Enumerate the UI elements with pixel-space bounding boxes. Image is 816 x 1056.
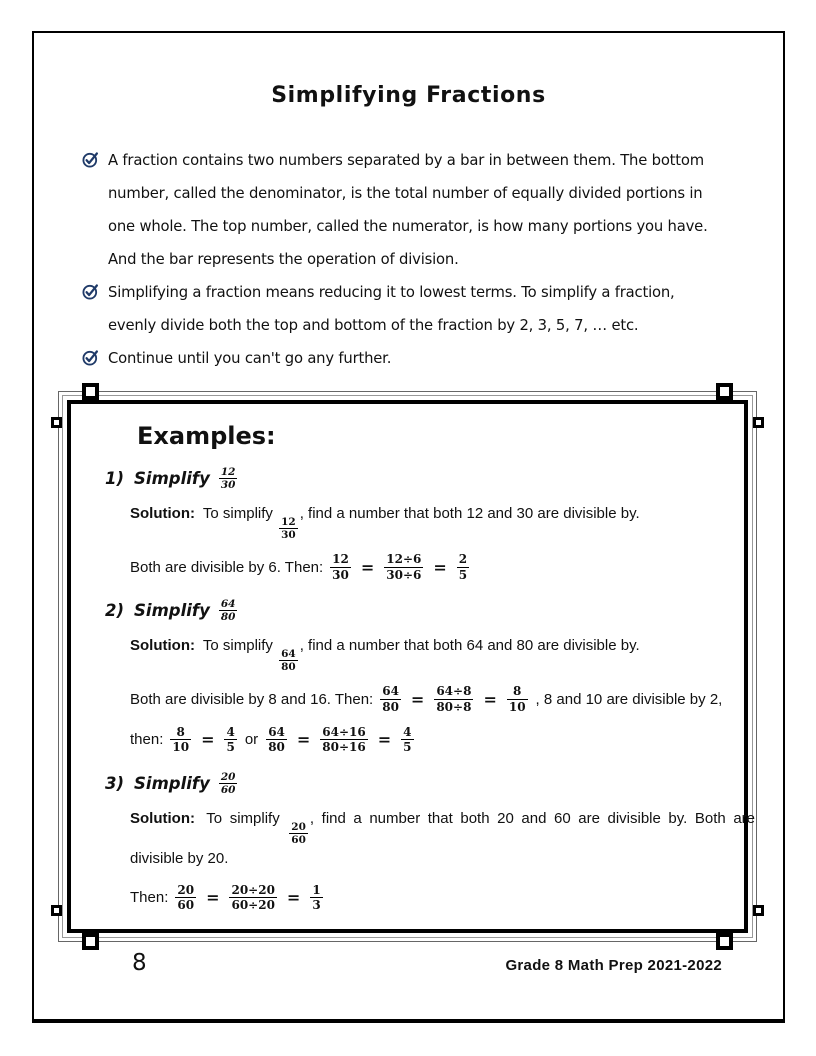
- check-circle-icon: [82, 342, 108, 370]
- work-label: Both are divisible by 6. Then:: [130, 558, 324, 576]
- frame-outer-line: [58, 391, 757, 942]
- page-footer: [32, 950, 785, 976]
- equation: $\frac{64}{80}$ = $\frac{64\div 8}{80\div 8}$ = $\frac{8}{10}$ , 8 and 10 are divisible by 2,: [382, 684, 723, 714]
- example-title-word: Simplify: [134, 601, 210, 621]
- check-circle-icon: [82, 276, 108, 304]
- examples-box: [58, 391, 757, 942]
- example-1-work: [130, 552, 718, 582]
- note-item-1: [82, 144, 742, 276]
- example-3-heading: [105, 771, 718, 796]
- solution-text: , find a number that both 20 and 60 are divisible by. Both are divisible by 20.: [130, 809, 756, 868]
- example-number: 2): [105, 601, 125, 621]
- solution-text: To simplify: [202, 505, 273, 523]
- note-line: Continue until you can't go any further.: [108, 350, 392, 367]
- solution-text: To simplify: [202, 637, 273, 655]
- page-title: Simplifying Fractions: [271, 83, 546, 108]
- fraction: $\frac{12}{30}$: [281, 516, 296, 542]
- note-text: [108, 276, 742, 342]
- frame-corner-ornament: [716, 933, 733, 950]
- equation: $\frac{8}{10}$ = $\frac{4}{5}$ or $\frac{64}{80}$ = $\frac{64\div 16}{80\div 16}$ = $\frac{4}{5}$: [172, 725, 412, 755]
- note-line: Simplifying a fraction means reducing it to lowest terms. To simplify a fraction,: [108, 284, 675, 301]
- note-item-2: [82, 276, 742, 342]
- example-2-work-2: [130, 725, 718, 755]
- note-item-3: [82, 342, 742, 375]
- examples-heading: Examples:: [137, 422, 276, 450]
- solution-label: Solution:: [130, 809, 195, 827]
- solution-label: Solution:: [130, 505, 195, 523]
- fraction: $\frac{20}{60}$: [220, 770, 236, 796]
- example-2-heading: [105, 598, 718, 623]
- fraction: $\frac{64}{80}$: [220, 598, 236, 624]
- notes-list: [82, 144, 742, 375]
- example-1-solution: [130, 501, 755, 541]
- note-text: [108, 144, 742, 276]
- example-1-heading: [105, 466, 718, 491]
- example-3: [105, 770, 756, 913]
- frame-corner-ornament: [753, 905, 764, 916]
- solution-text: To simplify: [206, 809, 280, 827]
- note-line: one whole. The top number, called the numerator, is how many portions you have.: [108, 218, 708, 235]
- frame-corner-ornament: [716, 383, 733, 400]
- note-line: And the bar represents the operation of division.: [108, 251, 459, 268]
- example-2-solution: [130, 633, 755, 673]
- solution-label: Solution:: [130, 637, 195, 655]
- example-3-work: [130, 883, 718, 913]
- frame-corner-ornament: [51, 417, 62, 428]
- note-line: number, called the denominator, is the total number of equally divided portions in: [108, 185, 703, 202]
- page-number: 8: [132, 949, 147, 976]
- equation: $\frac{12}{30}$ = $\frac{12\div 6}{30\div 6}$ = $\frac{2}{5}$: [332, 552, 468, 582]
- fraction: $\frac{64}{80}$: [281, 648, 296, 674]
- fraction: $\frac{12}{30}$: [220, 466, 236, 492]
- page-content: [32, 31, 785, 1022]
- work-label: then:: [130, 731, 164, 749]
- frame-corner-ornament: [82, 933, 99, 950]
- footer-course-label: Grade 8 Math Prep 2021-2022: [505, 956, 722, 974]
- example-3-solution: [130, 806, 755, 872]
- example-number: 1): [105, 469, 125, 489]
- frame-corner-ornament: [82, 383, 99, 400]
- note-text: [108, 342, 742, 375]
- note-line: evenly divide both the top and bottom of the fraction by 2, 3, 5, 7, … etc.: [108, 317, 639, 334]
- example-1: [105, 466, 718, 582]
- solution-text: , find a number that both 12 and 30 are divisible by.: [299, 505, 640, 523]
- example-2: [105, 598, 723, 755]
- work-label: Then:: [130, 889, 169, 907]
- frame-corner-ornament: [753, 417, 764, 428]
- fraction: $\frac{20}{60}$: [291, 820, 306, 847]
- frame-corner-ornament: [51, 905, 62, 916]
- equation: $\frac{20}{60}$ = $\frac{20\div 20}{60\div 20}$ = $\frac{1}{3}$: [177, 883, 321, 913]
- note-line: A fraction contains two numbers separated by a bar in between them. The bottom: [108, 152, 704, 169]
- example-title-word: Simplify: [134, 469, 210, 489]
- example-number: 3): [105, 773, 125, 793]
- example-2-work: [130, 684, 723, 714]
- frame-middle-line: [62, 395, 756, 938]
- example-title-word: Simplify: [134, 773, 210, 793]
- frame-inner-line: [67, 400, 756, 933]
- work-label: Both are divisible by 8 and 16. Then:: [130, 690, 374, 708]
- check-circle-icon: [82, 144, 108, 172]
- solution-text: , find a number that both 64 and 80 are divisible by.: [299, 637, 640, 655]
